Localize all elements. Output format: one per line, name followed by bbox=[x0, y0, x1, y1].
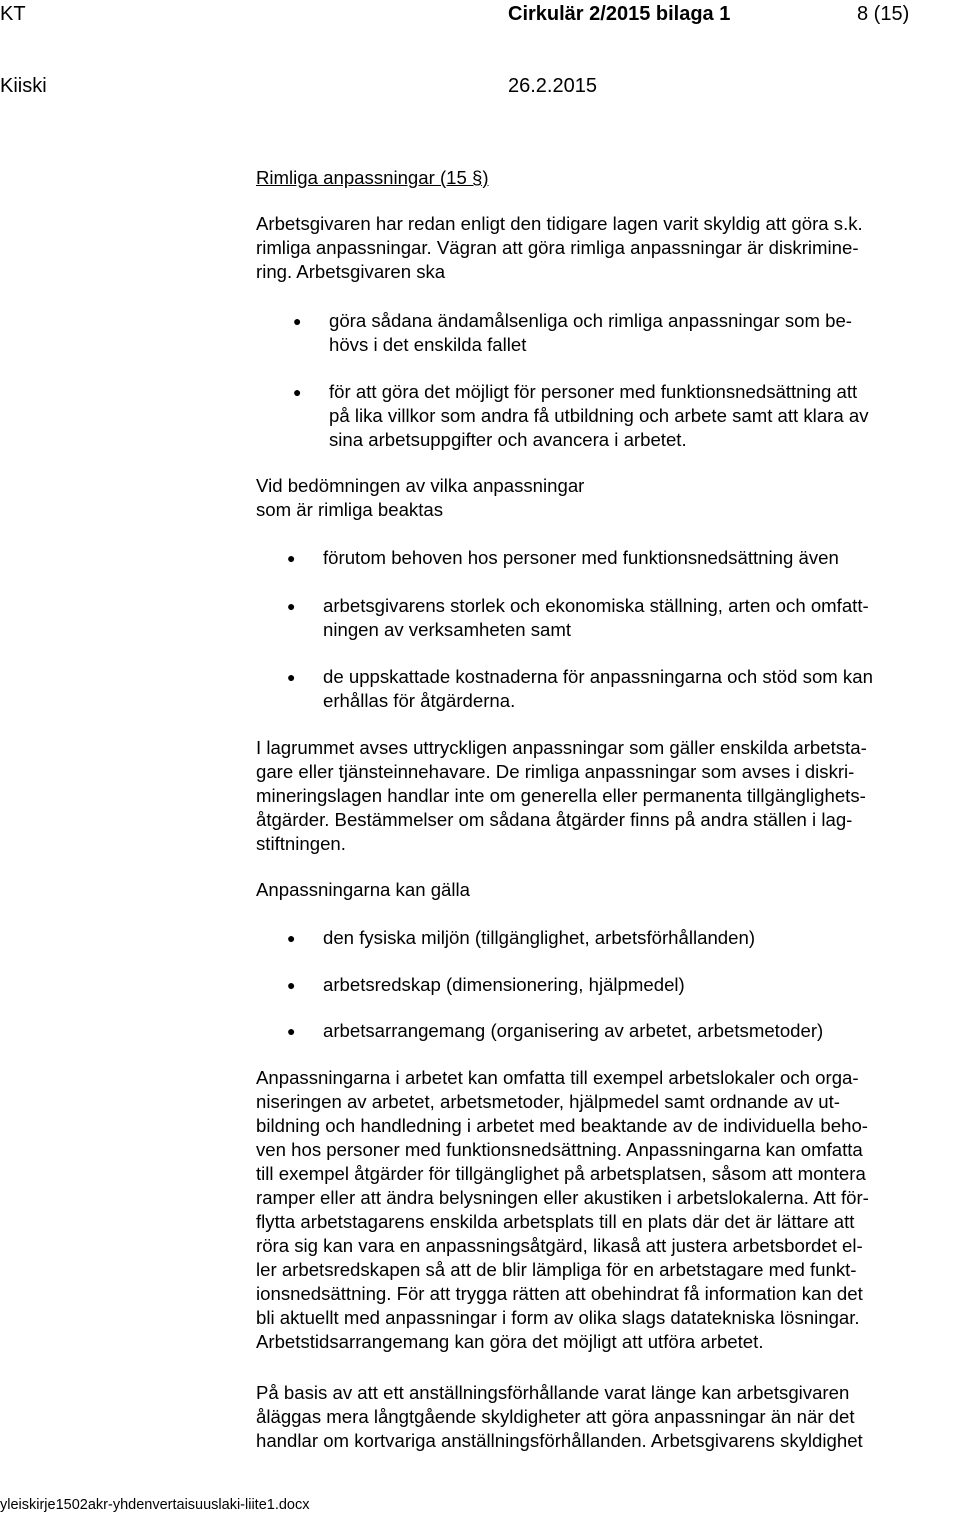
paragraph-line: handlar om kortvariga anställningsförhållanden. Arbetsgivarens skyldighet bbox=[256, 1430, 863, 1451]
section-heading: Rimliga anpassningar (15 §) bbox=[256, 167, 489, 188]
list-item-line: förutom behoven hos personer med funktionsnedsättning även bbox=[323, 547, 839, 568]
page-number: 8 (15) bbox=[857, 3, 910, 25]
list-item-line: den fysiska miljön (tillgänglighet, arbetsförhållanden) bbox=[323, 927, 756, 948]
paragraph-line: flytta arbetstagarens enskilda arbetsplats till en plats där det är lättare att bbox=[256, 1211, 855, 1232]
paragraph-line: gare eller tjänsteinnehavare. De rimliga anpassningar som avses i diskri- bbox=[256, 761, 855, 782]
paragraph-line: åtgärder. Bestämmelser om sådana åtgärder finns på andra ställen i lag- bbox=[256, 809, 853, 830]
paragraph-line: röra sig kan vara en anpassningsåtgärd, likaså att justera arbetsbordet el- bbox=[256, 1235, 863, 1256]
document-title: Cirkulär 2/2015 bilaga 1 bbox=[508, 3, 731, 25]
paragraph-line: Arbetstidsarrangemang kan göra det möjligt att utföra arbetet. bbox=[256, 1331, 764, 1352]
list-item-line: sina arbetsuppgifter och avancera i arbetet. bbox=[329, 429, 687, 450]
paragraph-line: ler arbetsredskapen så att de blir lämpliga för en arbetstagare med funkt- bbox=[256, 1259, 857, 1280]
bullet-icon: ● bbox=[287, 669, 296, 685]
paragraph-line: mineringslagen handlar inte om generella eller permanenta tillgänglighets- bbox=[256, 785, 866, 806]
list-item-line: de uppskattade kostnaderna för anpassningarna och stöd som kan bbox=[323, 666, 873, 687]
author-name: Kiiski bbox=[0, 75, 47, 97]
bullet-icon: ● bbox=[287, 1023, 296, 1039]
footer-filename: yleiskirje1502akr-yhdenvertaisuuslaki-liite1.docx bbox=[0, 1497, 310, 1513]
paragraph-line: ring. Arbetsgivaren ska bbox=[256, 261, 446, 282]
paragraph-line: bildning och handledning i arbetet med beaktande av de individuella beho- bbox=[256, 1115, 868, 1136]
paragraph-line: till exempel åtgärder för tillgänglighet på arbetsplatsen, såsom att montera bbox=[256, 1163, 866, 1184]
document-date: 26.2.2015 bbox=[508, 75, 597, 97]
bullet-icon: ● bbox=[293, 384, 302, 400]
paragraph-line: ionsnedsättning. För att trygga rätten att obehindrat få information kan det bbox=[256, 1283, 863, 1304]
list-item-line: arbetsarrangemang (organisering av arbetet, arbetsmetoder) bbox=[323, 1020, 824, 1041]
paragraph-line: niseringen av arbetet, arbetsmetoder, hjälpmedel samt ordnande av ut- bbox=[256, 1091, 840, 1112]
bullet-icon: ● bbox=[287, 930, 296, 946]
paragraph-line: åläggas mera långtgående skyldigheter att göra anpassningar än när det bbox=[256, 1406, 855, 1427]
bullet-icon: ● bbox=[293, 313, 302, 329]
paragraph-line: bli aktuellt med anpassningar i form av olika slags datatekniska lösningar. bbox=[256, 1307, 860, 1328]
paragraph-line: I lagrummet avses uttryckligen anpassningar som gäller enskilda arbetsta- bbox=[256, 737, 867, 758]
paragraph-line: ramper eller att ändra belysningen eller akustiken i arbetslokalerna. Att för- bbox=[256, 1187, 869, 1208]
paragraph-line: stiftningen. bbox=[256, 833, 346, 854]
paragraph-line: ven hos personer med funktionsnedsättning. Anpassningarna kan omfatta bbox=[256, 1139, 863, 1160]
list-item-line: för att göra det möjligt för personer med funktionsnedsättning att bbox=[329, 381, 858, 402]
list-item-line: arbetsredskap (dimensionering, hjälpmedel) bbox=[323, 974, 685, 995]
paragraph-line: På basis av att ett anställningsförhållande varat länge kan arbetsgivaren bbox=[256, 1382, 850, 1403]
list-item-line: arbetsgivarens storlek och ekonomiska ställning, arten och omfatt- bbox=[323, 595, 869, 616]
paragraph-line: som är rimliga beaktas bbox=[256, 499, 444, 520]
list-item-line: erhållas för åtgärderna. bbox=[323, 690, 516, 711]
header-left-code: KT bbox=[0, 3, 26, 25]
list-item-line: hövs i det enskilda fallet bbox=[329, 334, 527, 355]
paragraph-line: rimliga anpassningar. Vägran att göra rimliga anpassningar är diskrimine- bbox=[256, 237, 859, 258]
paragraph-line: Anpassningarna i arbetet kan omfatta till exempel arbetslokaler och orga- bbox=[256, 1067, 859, 1088]
list-item-line: göra sådana ändamålsenliga och rimliga anpassningar som be- bbox=[329, 310, 853, 331]
list-item-line: på lika villkor som andra få utbildning och arbete samt att klara av bbox=[329, 405, 869, 426]
paragraph-line: Anpassningarna kan gälla bbox=[256, 879, 470, 900]
paragraph-line: Vid bedömningen av vilka anpassningar bbox=[256, 475, 585, 496]
list-item-line: ningen av verksamheten samt bbox=[323, 619, 572, 640]
bullet-icon: ● bbox=[287, 598, 296, 614]
bullet-icon: ● bbox=[287, 977, 296, 993]
bullet-icon: ● bbox=[287, 550, 296, 566]
paragraph-line: Arbetsgivaren har redan enligt den tidigare lagen varit skyldig att göra s.k. bbox=[256, 213, 863, 234]
